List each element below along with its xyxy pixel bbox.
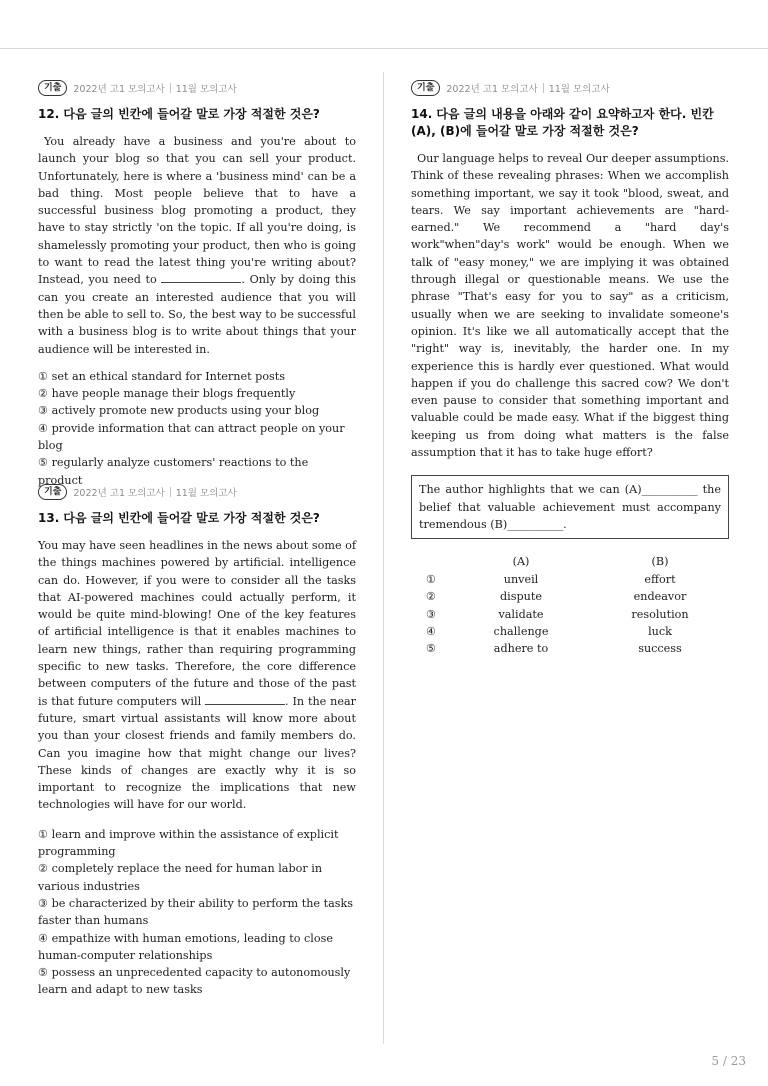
answer-blank [205, 693, 285, 705]
question-title: 12. 다음 글의 빈칸에 들어갈 말로 가장 적절한 것은? [38, 107, 320, 121]
question-title: 13. 다음 글의 빈칸에 들어갈 말로 가장 적절한 것은? [38, 511, 320, 525]
question-passage [38, 133, 356, 358]
choices-header-row [411, 553, 729, 570]
passage-text: . Only by doing this can you create an interested audience that you will then be able to sell to. So, the best way to be successful with a business blog is to write about things that your audience will be interested in. [38, 273, 357, 356]
question-13 [38, 482, 356, 999]
question-12 [38, 78, 356, 489]
question-14 [411, 78, 729, 658]
option-1[interactable]: ① learn and improve within the assistance of explicit programming [38, 827, 339, 859]
question-source [38, 78, 356, 98]
choice-a: adhere to [493, 642, 549, 656]
column-b-header: (B) [651, 555, 669, 569]
choice-row[interactable] [411, 623, 729, 640]
question-source [38, 482, 356, 502]
option-3[interactable]: ③ be characterized by their ability to perform the tasks faster than humans [38, 896, 354, 928]
column-a-header: (A) [512, 555, 530, 569]
answer-choices-table [411, 553, 729, 657]
choice-b: effort [644, 572, 676, 586]
choice-number: ② [425, 590, 437, 604]
choice-row[interactable] [411, 640, 729, 657]
option-5[interactable]: ⑤ regularly analyze customers' reactions to the product [38, 456, 309, 487]
question-title: 14. 다음 글의 내용을 아래와 같이 요약하고자 한다. 빈칸 (A), (B)에 들어갈 말로 가장 적절한 것은? [411, 107, 714, 138]
question-source [411, 78, 729, 98]
choice-b: luck [648, 624, 672, 638]
option-4[interactable]: ④ provide information that can attract people on your blog [38, 421, 345, 453]
choice-a: validate [498, 607, 544, 621]
tag-separator [543, 83, 544, 93]
page-number: 5 / 23 [711, 1054, 746, 1068]
passage-text: You may have seen headlines in the news about some of the things machines powered by artificial. intelligence can do. However, if you were to consider all the tasks that AI-powered machines could actually perform, it would be quite mind-blowing! One of the key features of artificial intelligence is that it enables machines to learn new things, rather than requiring programming specific to new tasks. Therefore, the core difference between computers of the future and those of the past is that future computers will [38, 539, 356, 708]
option-3[interactable]: ③ actively promote new products using your blog [38, 404, 320, 418]
exam-month: 11월 모의고사 [548, 84, 610, 95]
option-2[interactable]: ② have people manage their blogs frequently [38, 387, 296, 401]
tag-separator [170, 487, 171, 497]
exam-year: 2022년 고1 모의고사 [73, 488, 165, 499]
exam-badge: 기출 [38, 80, 67, 96]
option-4[interactable]: ④ empathize with human emotions, leading to close human-computer relationships [38, 931, 333, 962]
choice-row[interactable] [411, 588, 729, 605]
choice-row[interactable] [411, 571, 729, 588]
option-1[interactable]: ① set an ethical standard for Internet posts [38, 369, 286, 383]
tag-separator [170, 83, 171, 93]
answer-options [38, 826, 356, 999]
column-divider [383, 72, 384, 1044]
exam-year: 2022년 고1 모의고사 [73, 84, 165, 95]
summary-box: The author highlights that we can (A)__________ the belief that valuable achievement must accompany tremendous (B)__________. [411, 475, 729, 539]
choice-number: ⑤ [425, 642, 437, 656]
answer-options [38, 368, 356, 489]
question-passage: Our language helps to reveal Our deeper assumptions. Think of these revealing phrases: When we accomplish something important, we say it took "blood, sweat, and tears. We say important achievements are "hard-earned." We recommend a "hard day's work"when"day's work" would be enough. When we talk of "easy money," we are implying it was obtained through illegal or questionable means. We use the phrase "That's easy for you to say" as a criticism, usually when we are seeking to invalidate someone's opinion. It's like we all automatically accept that the "right" way is, inevitably, the harder one. In my experience this is hardly ever questioned. What would happen if you do challenge this sacred cow? We don't even pause to consider that something important and valuable could be made easy. What if the biggest thing keeping us from doing what matters is the false assumption that it has to take huge effort? [411, 152, 729, 460]
choice-number: ① [425, 572, 437, 586]
choice-b: success [638, 642, 682, 656]
exam-month: 11월 모의고사 [175, 488, 237, 499]
exam-badge: 기출 [411, 80, 440, 96]
exam-badge: 기출 [38, 484, 67, 500]
question-passage [38, 537, 356, 814]
choice-a: dispute [500, 590, 542, 604]
option-2[interactable]: ② completely replace the need for human labor in various industries [38, 862, 323, 893]
choice-a: challenge [493, 624, 549, 638]
choice-row[interactable] [411, 605, 729, 622]
choice-number: ④ [425, 624, 437, 638]
answer-blank [161, 271, 241, 283]
exam-year: 2022년 고1 모의고사 [446, 84, 538, 95]
passage-text: . In the near future, smart virtual assistants will know more about you than your closest friends and family members do. Can you imagine how that might change our lives? These kinds of changes are exactly why it is so important to recognize the implications that new technologies will have for our world. [38, 694, 356, 812]
passage-text: You already have a business and you're about to launch your blog so that you can sell your product. Unfortunately, here is where a 'business mind' can be a bad thing. Most people believe that to have a successful business blog promoting a product, they have to stay strictly 'on the topic. If all you're doing, is shamelessly promoting your product, then who is going to want to read the latest thing you're writing about? Instead, you need to [38, 135, 356, 287]
header-divider [0, 48, 768, 49]
choice-number: ③ [425, 607, 437, 621]
choice-a: unveil [503, 572, 539, 586]
choice-b: endeavor [633, 590, 687, 604]
exam-month: 11월 모의고사 [175, 84, 237, 95]
option-5[interactable]: ⑤ possess an unprecedented capacity to autonomously learn and adapt to new tasks [38, 966, 351, 997]
choice-b: resolution [631, 607, 689, 621]
